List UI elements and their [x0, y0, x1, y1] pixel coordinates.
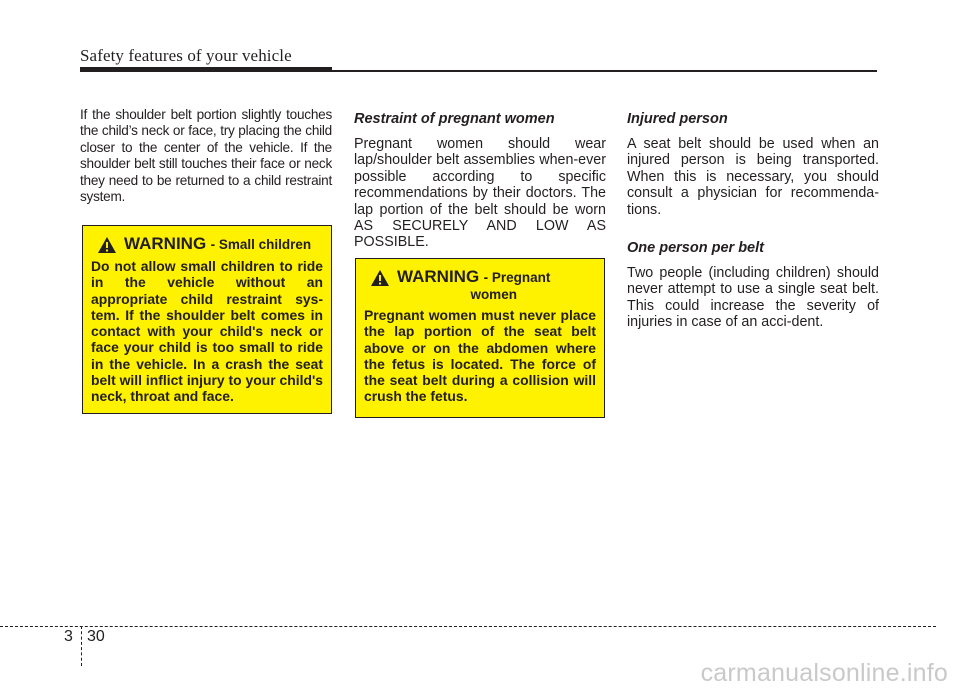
footer-divider — [81, 626, 82, 666]
warning-title: WARNING — [397, 267, 480, 286]
column-1 — [80, 107, 332, 205]
child-belt-paragraph: If the shoulder belt portion slightly touches the child’s neck or face, try placing the child closer to the center of the vehicle. If the shoulder belt still touches their face or neck they need to be returned to a child restraint system. — [80, 107, 332, 205]
page-header-title: Safety features of your vehicle — [80, 46, 292, 65]
section-heading-injured: Injured person — [627, 111, 728, 127]
pregnant-paragraph: Pregnant women should wear lap/shoulder belt assemblies when-ever possible according to specific recommendations by their doctors. The lap portion of the belt should be worn AS SECURELY AND LOW AS POSSIBLE. — [354, 136, 606, 251]
warning-body: Pregnant women must never place the lap portion of the seat belt above or on the abdomen where the fetus is located. The force of the seat belt during a collision will crush the fetus. — [364, 307, 596, 405]
section-heading-pregnant: Restraint of pregnant women — [354, 111, 555, 127]
warning-header — [370, 267, 596, 303]
one-person-paragraph: Two people (including children) should never attempt to use a single seat belt. This could increase the severity of injuries in case of an acci-dent. — [627, 265, 879, 331]
warning-header — [97, 234, 323, 254]
section-heading-one-person: One person per belt — [627, 240, 764, 257]
warning-title: WARNING — [124, 234, 207, 253]
warning-triangle-icon — [97, 236, 117, 254]
column-2 — [354, 107, 606, 251]
footer-rule — [0, 626, 936, 627]
warning-box-small-children — [82, 225, 332, 414]
warning-box-pregnant-women — [355, 258, 605, 418]
column-3 — [627, 107, 879, 331]
warning-triangle-icon — [370, 269, 390, 287]
warning-subtitle-line2: women — [470, 287, 517, 302]
watermark: carmanualsonline.info — [700, 659, 948, 687]
injured-paragraph: A seat belt should be used when an injured person is being transported. When this is necessary, you should consult a physician for recommenda-tions. — [627, 136, 879, 218]
page-number: 30 — [87, 628, 105, 645]
warning-subtitle: - Pregnant — [483, 270, 551, 285]
warning-body: Do not allow small children to ride in the vehicle without an appropriate child restraint sys-tem. If the shoulder belt comes in contact with your child's neck or face your child is too small to ride in the vehicle. In a crash the seat belt will inflict injury to your child's neck, throat and face. — [91, 258, 323, 405]
chapter-number: 3 — [64, 628, 73, 645]
warning-subtitle: - Small children — [210, 237, 312, 252]
header-rule-accent — [80, 67, 332, 72]
